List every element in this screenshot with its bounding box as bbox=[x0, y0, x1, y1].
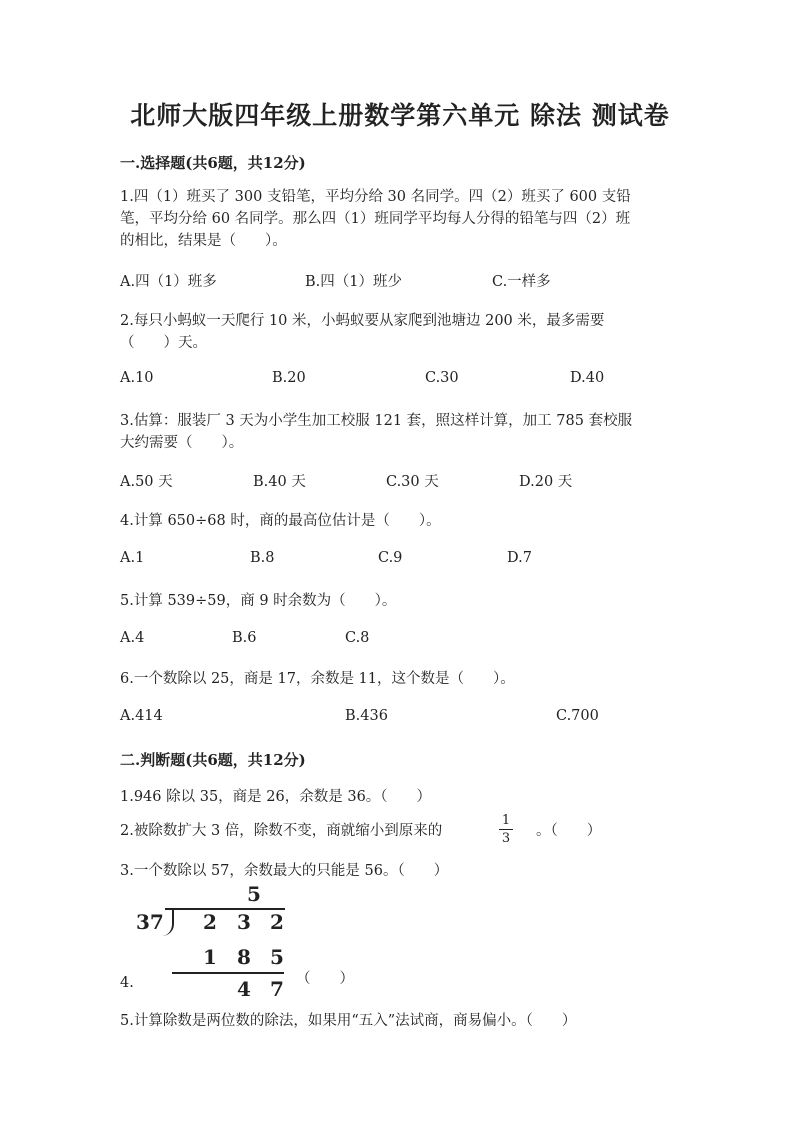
q3-option-c[interactable]: C.30 天 bbox=[386, 474, 439, 490]
q6-option-c[interactable]: C.700 bbox=[556, 708, 599, 724]
q5-option-b[interactable]: B.6 bbox=[232, 630, 257, 646]
ld-divisor: 37 bbox=[136, 910, 164, 934]
q4-option-b[interactable]: B.8 bbox=[250, 550, 275, 566]
q1-option-b[interactable]: B.四（1）班少 bbox=[305, 274, 402, 290]
ld-dividend-digit: 2 bbox=[203, 910, 217, 934]
question-2-line-1: 2.每只小蚂蚁一天爬行 10 米，小蚂蚁要从家爬到池塘边 200 米，最多需要 bbox=[120, 313, 605, 329]
q2-option-a[interactable]: A.10 bbox=[120, 370, 154, 386]
q4-option-a[interactable]: A.1 bbox=[120, 550, 145, 566]
q6-option-b[interactable]: B.436 bbox=[345, 708, 388, 724]
ld-top-bar bbox=[165, 908, 285, 910]
q3-option-d[interactable]: D.20 天 bbox=[519, 474, 573, 490]
q5-option-a[interactable]: A.4 bbox=[120, 630, 145, 646]
question-1-line-2: 笔，平均分给 60 名同学。那么四（1）班同学平均每人分得的铅笔与四（2）班 bbox=[120, 211, 631, 227]
fraction-one-third bbox=[499, 813, 513, 846]
ld-remainder-digit: 7 bbox=[270, 977, 284, 1001]
judge-item-1: 1.946 除以 35，商是 26，余数是 36。（ ） bbox=[120, 789, 432, 805]
ld-dividend-digit: 2 bbox=[270, 910, 284, 934]
ld-subtract-bar bbox=[172, 972, 284, 974]
q5-option-c[interactable]: C.8 bbox=[345, 630, 370, 646]
q2-option-c[interactable]: C.30 bbox=[425, 370, 459, 386]
q4-option-d[interactable]: D.7 bbox=[507, 550, 532, 566]
judge-item-3: 3.一个数除以 57，余数最大的只能是 56。（ ） bbox=[120, 863, 449, 879]
q1-option-a[interactable]: A.四（1）班多 bbox=[120, 274, 217, 290]
question-3-line-1: 3.估算：服装厂 3 天为小学生加工校服 121 套，照这样计算，加工 785 套校服 bbox=[120, 413, 633, 429]
question-5-line-1: 5.计算 539÷59，商 9 时余数为（ ）。 bbox=[120, 593, 397, 609]
section-heading-judge: 二.判断题(共6题，共12分) bbox=[120, 751, 306, 769]
q2-option-b[interactable]: B.20 bbox=[272, 370, 306, 386]
fraction-denominator: 3 bbox=[501, 831, 511, 846]
page-title: 北师大版四年级上册数学第六单元 除法 测试卷 bbox=[130, 101, 670, 130]
q2-option-d[interactable]: D.40 bbox=[570, 370, 605, 386]
question-4-line-1: 4.计算 650÷68 时，商的最高位估计是（ ）。 bbox=[120, 513, 441, 529]
fraction-numerator: 1 bbox=[501, 813, 511, 828]
question-2-line-2: （ ）天。 bbox=[120, 335, 207, 351]
ld-product-digit: 8 bbox=[237, 945, 251, 969]
q3-option-b[interactable]: B.40 天 bbox=[253, 474, 306, 490]
q3-option-a[interactable]: A.50 天 bbox=[120, 474, 173, 490]
ld-remainder-digit: 4 bbox=[237, 977, 251, 1001]
judge-item-5: 5.计算除数是两位数的除法，如果用“五入”法试商，商易偏小。（ ） bbox=[120, 1013, 577, 1029]
ld-product-digit: 5 bbox=[270, 945, 284, 969]
q4-option-c[interactable]: C.9 bbox=[378, 550, 403, 566]
judge-item-4-paren: （ ） bbox=[296, 971, 354, 987]
judge-item-2: 2.被除数扩大 3 倍，除数不变，商就缩小到原来的 bbox=[120, 823, 443, 839]
question-6-line-1: 6.一个数除以 25，商是 17，余数是 11，这个数是（ ）。 bbox=[120, 671, 515, 687]
ld-quotient: 5 bbox=[247, 882, 261, 906]
judge-item-2-tail: 。（ ） bbox=[536, 823, 602, 839]
q1-option-c[interactable]: C.一样多 bbox=[492, 274, 551, 290]
section-heading-choice: 一.选择题(共6题，共12分) bbox=[120, 154, 306, 172]
ld-dividend-digit: 3 bbox=[237, 910, 251, 934]
ld-bracket bbox=[160, 908, 174, 936]
q6-option-a[interactable]: A.414 bbox=[120, 708, 163, 724]
judge-item-4-label: 4. bbox=[120, 975, 134, 991]
ld-product-digit: 1 bbox=[203, 945, 217, 969]
question-3-line-2: 大约需要（ ）。 bbox=[120, 435, 244, 451]
question-1-line-3: 的相比，结果是（ ）。 bbox=[120, 233, 287, 249]
question-1-line-1: 1.四（1）班买了 300 支铅笔，平均分给 30 名同学。四（2）班买了 600 支铅 bbox=[120, 189, 631, 205]
